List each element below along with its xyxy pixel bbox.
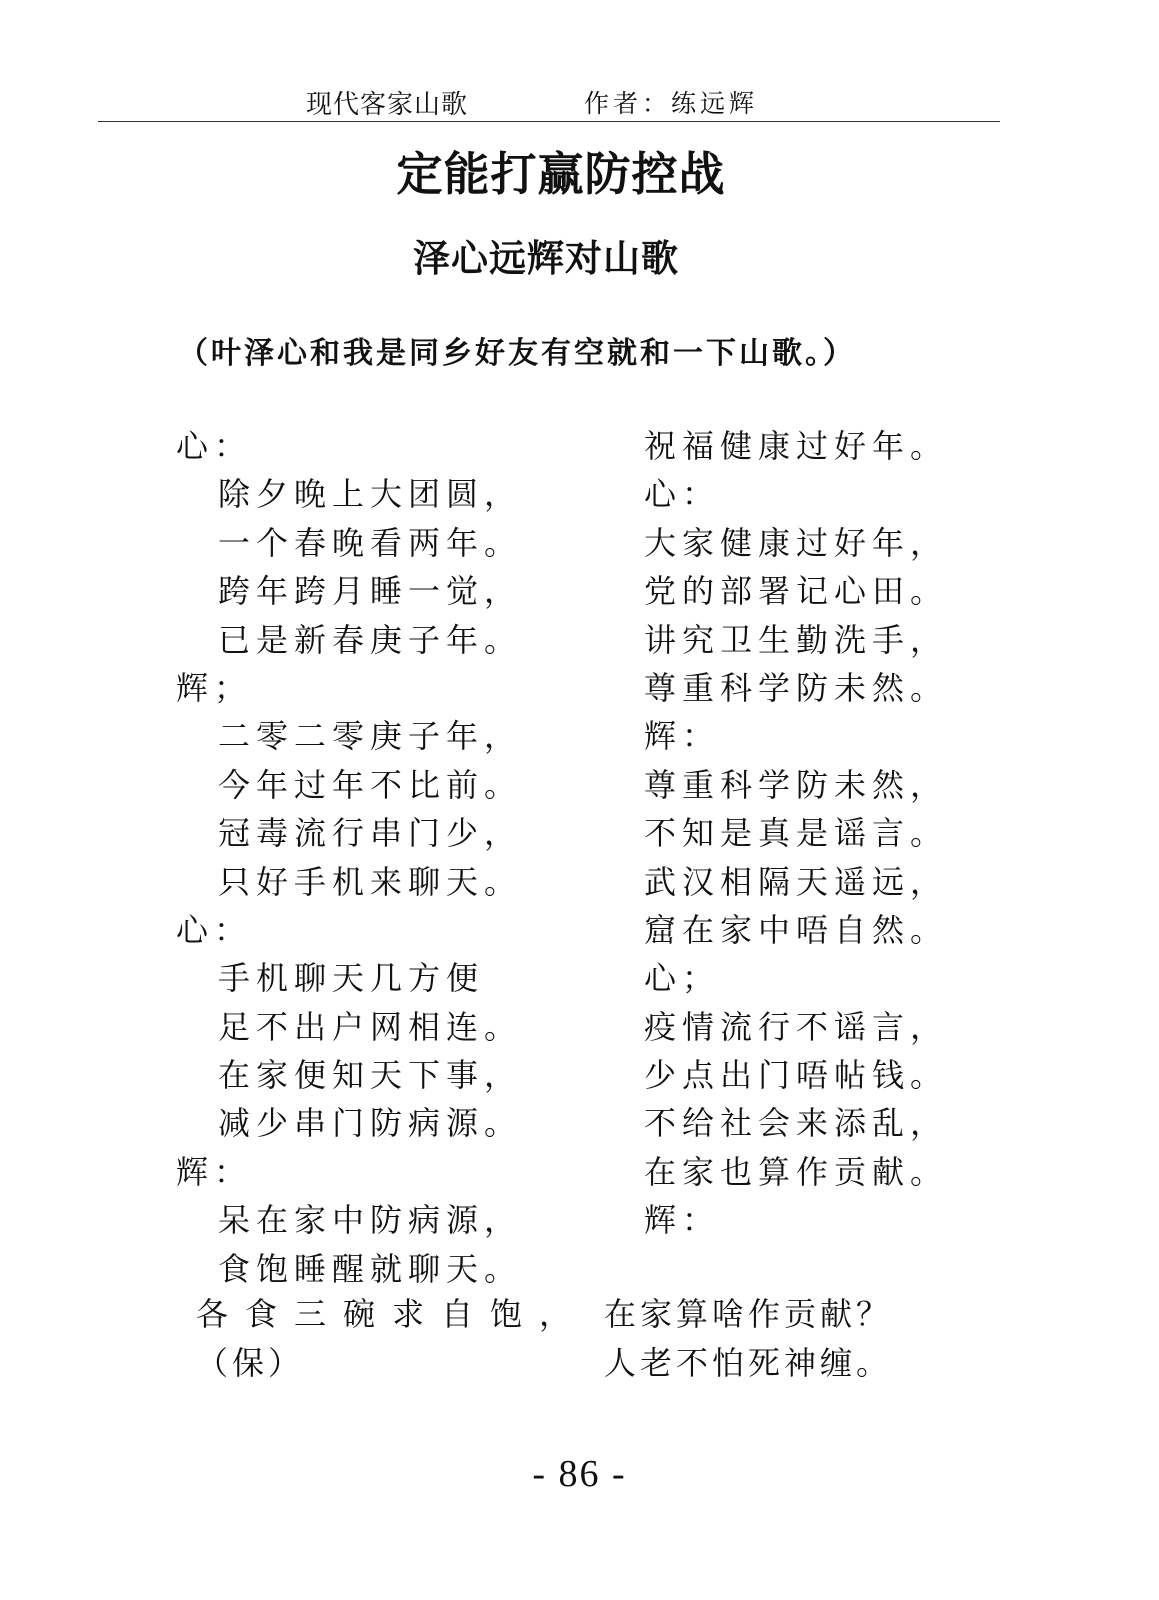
verse-line: 已是新春庚子年。	[218, 620, 523, 659]
verse-line: 在家也算作贡献。	[644, 1152, 949, 1191]
verse-line: 除夕晚上大团圆，	[218, 475, 523, 514]
running-header	[100, 84, 1000, 120]
verse-line: 讲究卫生勤洗手，	[644, 620, 949, 659]
speaker-label: 心；	[644, 959, 721, 998]
verse-line: 减少串门防病源。	[218, 1104, 523, 1143]
left-verse-column	[176, 422, 596, 1293]
verse-line: 尊重科学防未然。	[644, 668, 949, 707]
verse-line: 在家算啥作贡献？	[604, 1295, 893, 1333]
verse-line: 不知是真是谣言。	[644, 814, 949, 853]
verse-line: 呆在家中防病源，	[218, 1201, 523, 1240]
verse-line: 大家健康过好年，	[644, 523, 949, 562]
verse-line: 人老不怕死神缠。	[604, 1344, 893, 1382]
verse-line: 二零二零庚子年，	[218, 717, 523, 756]
speaker-label: 辉：	[176, 1152, 253, 1191]
verse-line: 今年过年不比前。	[218, 765, 523, 804]
verse-line: 一个春晚看两年。	[218, 523, 523, 562]
header-divider	[98, 121, 1000, 122]
verse-line: 疫情流行不谣言，	[644, 1007, 949, 1046]
verse-line: 只好手机来聊天。	[218, 862, 523, 901]
verse-line: 跨年跨月睡一觉，	[218, 572, 523, 611]
verse-line: 尊重科学防未然，	[644, 765, 949, 804]
verse-line: 祝福健康过好年。	[644, 427, 949, 465]
intro-note: （叶泽心和我是同乡好友有空就和一下山歌。）	[178, 336, 856, 371]
header-book-title: 现代客家山歌	[306, 90, 469, 120]
speaker-label: 心：	[176, 910, 253, 949]
speaker-label: 辉：	[644, 717, 721, 756]
verse-line: 足不出户网相连。	[218, 1007, 523, 1046]
speaker-label: 辉；	[176, 668, 253, 707]
verse-line: 在家便知天下事，	[218, 1056, 523, 1095]
verse-line: 各食三碗求自饱，	[196, 1295, 589, 1333]
verse-line: 窟在家中唔自然。	[644, 910, 949, 949]
closing-verse-left	[196, 1290, 589, 1388]
header-author: 作者：练远辉	[584, 89, 759, 118]
verse-line: 冠毒流行串门少，	[218, 814, 523, 853]
verse-annotation: （保）	[196, 1344, 305, 1382]
right-verse-column	[644, 422, 984, 1245]
speaker-label: 辉：	[644, 1201, 721, 1240]
poem-title: 定能打赢防控战	[396, 147, 726, 201]
poem-subtitle: 泽心远辉对山歌	[413, 237, 679, 280]
verse-line: 党的部署记心田。	[644, 572, 949, 611]
verse-line: 不给社会来添乱，	[644, 1104, 949, 1143]
verse-line: 武汉相隔天遥远，	[644, 862, 949, 901]
speaker-label: 心：	[644, 475, 721, 514]
verse-line: 少点出门唔帖钱。	[644, 1056, 949, 1095]
speaker-label: 心：	[176, 427, 253, 465]
verse-line: 食饱睡醒就聊天。	[218, 1249, 523, 1288]
page-number: - 86 -	[532, 1453, 627, 1495]
verse-line: 手机聊天几方便	[218, 959, 485, 998]
closing-verse-right	[604, 1290, 964, 1388]
